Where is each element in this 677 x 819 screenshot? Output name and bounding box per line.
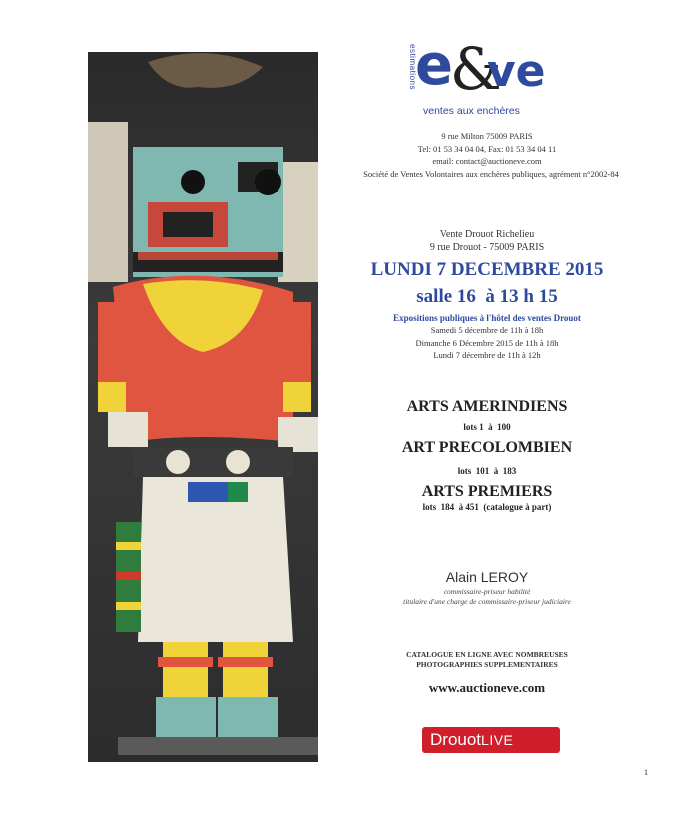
catalogue-line-1: CATALOGUE EN LIGNE AVEC NOMBREUSES — [406, 650, 568, 659]
contact-block — [330, 130, 644, 180]
exposition-line-3: Lundi 7 décembre de 11h à 12h — [433, 350, 541, 360]
drouot-brand: Drouot — [430, 730, 482, 749]
sale-date: LUNDI 7 DECEMBRE 2015 — [370, 259, 604, 280]
auctioneer-title: titulaire d'une charge de commissaire-priseur judiciaire — [403, 597, 571, 606]
exposition-line-2: Dimanche 6 Décembre 2015 de 11h à 18h — [415, 337, 559, 348]
page-number: 1 — [644, 768, 648, 777]
drouot-live-badge[interactable] — [422, 727, 560, 753]
drouot-live-text: LIVE — [481, 732, 514, 748]
expositions-title: Expositions publiques à l'hôtel des ventes Drouot — [393, 313, 581, 323]
section-title-premiers: ARTS PREMIERS — [421, 483, 553, 500]
logo-mark-e: e — [415, 33, 453, 98]
auctioneer-block — [330, 587, 644, 607]
eve-logo — [395, 33, 555, 128]
logo-mark-ve: ve — [487, 46, 546, 97]
website-link[interactable]: www.auctioneve.com — [428, 680, 546, 695]
sale-room: salle 16 à 13 h 15 — [416, 286, 558, 307]
logo-mark-amp: & — [450, 35, 502, 103]
catalogue-line-2: PHOTOGRAPHIES SUPPLEMENTAIRES — [416, 660, 558, 669]
section-lots-amerindiens: lots 1 à 100 — [463, 422, 511, 432]
logo-vertical-text: estimations — [408, 44, 417, 90]
contact-address: 9 rue Milton 75009 PARIS — [441, 131, 533, 141]
section-lots-premiers: lots 184 à 451 (catalogue à part) — [422, 502, 552, 512]
venue-address: 9 rue Drouot - 75009 PARIS — [429, 242, 545, 253]
kachina-doll-photo — [88, 52, 318, 762]
venue-name: Vente Drouot Richelieu — [439, 229, 535, 240]
exposition-line-1: Samedi 5 décembre de 11h à 18h — [430, 325, 544, 335]
contact-email: email: contact@auctioneve.com — [432, 156, 542, 166]
contact-phone: Tel: 01 53 34 04 04, Fax: 01 53 34 04 11 — [417, 143, 557, 154]
section-title-amerindiens: ARTS AMERINDIENS — [406, 398, 568, 415]
logo-subtitle: ventes aux enchères — [423, 105, 520, 117]
section-lots-precolombien: lots 101 à 183 — [457, 466, 517, 476]
contact-agreement: Société de Ventes Volontaires aux enchères publiques, agrément n°2002-84 — [363, 168, 619, 179]
auctioneer-role: commissaire-priseur habilité — [443, 587, 531, 596]
catalogue-note — [330, 650, 644, 670]
section-title-precolombien: ART PRECOLOMBIEN — [401, 439, 573, 456]
auctioneer-name: Alain LEROY — [445, 569, 529, 585]
venue-block — [330, 228, 644, 254]
expositions-list — [330, 324, 644, 362]
